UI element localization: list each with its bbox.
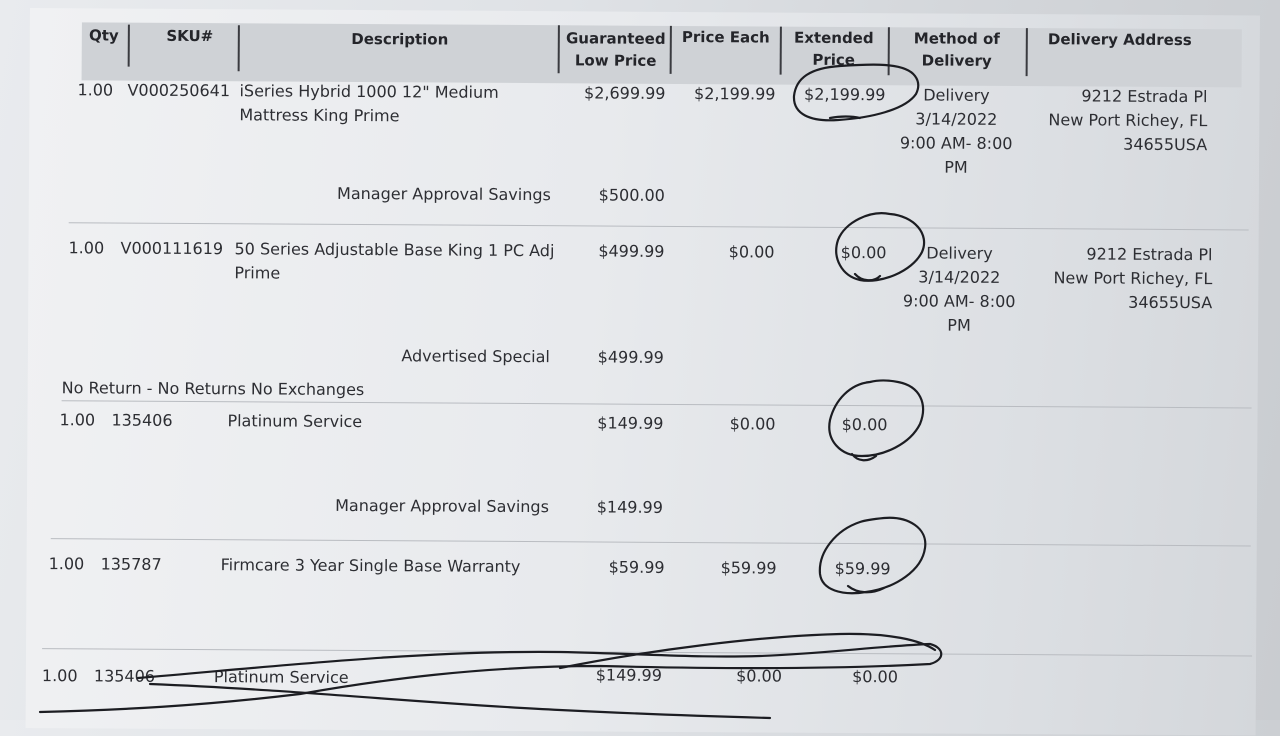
header-extended-price: Extended Price: [793, 28, 874, 70]
header-divider: [1026, 28, 1028, 76]
row1-description: iSeries Hybrid 1000 12" Medium Mattress King Prime: [239, 81, 499, 126]
row-divider: [69, 222, 1249, 230]
receipt-paper: [26, 8, 1260, 736]
header-divider: [238, 25, 240, 71]
row2-description: 50 Series Adjustable Base King 1 PC Adj Prime: [234, 239, 555, 283]
header-sku: SKU#: [166, 26, 214, 46]
row-divider: [51, 538, 1251, 546]
header-method-of-delivery: Method of Delivery: [913, 29, 1000, 70]
row3-qty: 1.00: [59, 410, 96, 430]
row1-savings-label: Manager Approval Savings: [337, 183, 551, 205]
row-divider: [42, 648, 1252, 656]
row3-description: Platinum Service: [227, 411, 363, 432]
row4-price-each: $59.99: [720, 558, 777, 578]
row-divider: [62, 400, 1252, 408]
row4-description: Firmcare 3 Year Single Base Warranty: [220, 555, 521, 577]
row3-price-each: $0.00: [729, 414, 776, 434]
row1-guaranteed-price: $2,699.99: [583, 83, 666, 103]
header-description: Description: [351, 29, 449, 49]
row5-qty: 1.00: [41, 666, 78, 686]
header-divider: [888, 27, 890, 75]
header-divider: [670, 26, 672, 74]
header-price-each: Price Each: [681, 27, 770, 47]
row1-sku: V000250641: [127, 80, 231, 101]
row5-extended-price: $0.00: [852, 667, 898, 687]
row2-special-label: Advertised Special: [401, 346, 550, 367]
row5-guaranteed-price: $149.99: [595, 665, 662, 685]
row4-guaranteed-price: $59.99: [608, 557, 665, 577]
row4-qty: 1.00: [48, 554, 85, 574]
row2-special-value: $499.99: [597, 347, 664, 367]
row2-delivery-method: Delivery 3/14/2022 9:00 AM- 8:00 PM: [902, 243, 1016, 335]
row3-savings-value: $149.99: [596, 497, 664, 517]
row2-guaranteed-price: $499.99: [598, 241, 665, 261]
row4-extended-price: $59.99: [834, 558, 891, 579]
header-guaranteed-low-price: Guaranteed Low Price: [565, 29, 666, 70]
header-divider: [128, 25, 130, 67]
row1-extended-price: $2,199.99: [803, 84, 886, 105]
row3-extended-price: $0.00: [841, 414, 888, 435]
header-delivery-address: Delivery Address: [1047, 30, 1192, 50]
row4-sku: 135787: [100, 554, 162, 574]
header-divider: [780, 27, 782, 75]
row2-extended-price: $0.00: [840, 242, 887, 263]
row2-delivery-address: 9212 Estrada Pl New Port Richey, FL 34655USA: [1053, 244, 1213, 313]
row1-delivery-method: Delivery 3/14/2022 9:00 AM- 8:00 PM: [899, 85, 1013, 177]
row1-price-each: $2,199.99: [693, 84, 776, 104]
header-qty: Qty: [88, 26, 119, 45]
row2-sku: V000111619: [120, 238, 224, 259]
header-divider: [558, 25, 560, 73]
row3-guaranteed-price: $149.99: [597, 413, 664, 433]
row5-description: Platinum Service: [213, 667, 349, 687]
row5-price-each: $0.00: [736, 666, 782, 686]
row5-sku: 135406: [93, 666, 156, 686]
row1-savings-value: $500.00: [598, 185, 665, 205]
row1-qty: 1.00: [77, 80, 114, 100]
row3-sku: 135406: [111, 410, 173, 430]
row3-savings-label: Manager Approval Savings: [335, 495, 550, 517]
row2-price-each: $0.00: [728, 242, 775, 262]
row1-delivery-address: 9212 Estrada Pl New Port Richey, FL 34655USA: [1048, 86, 1208, 155]
row2-qty: 1.00: [68, 238, 105, 258]
return-policy-note: No Return - No Returns No Exchanges: [61, 378, 365, 400]
